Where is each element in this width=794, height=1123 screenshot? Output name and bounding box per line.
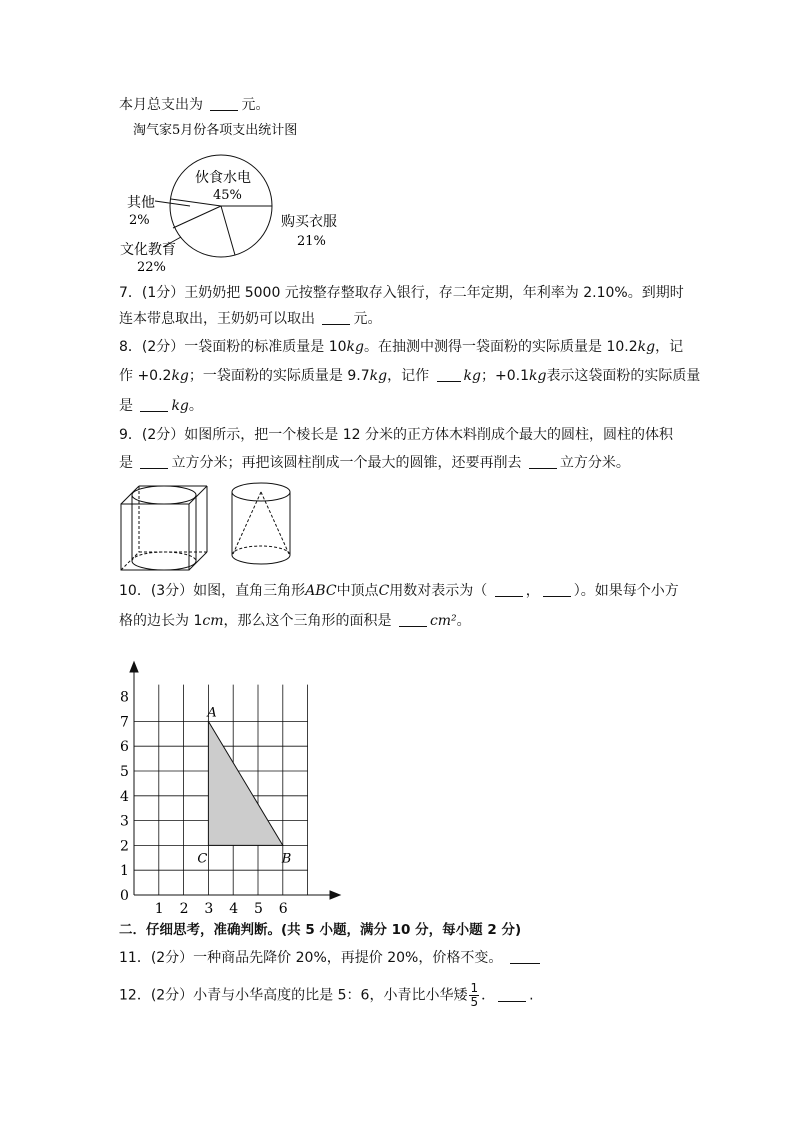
x-tick-label: 2: [179, 901, 189, 915]
q12-end: .: [529, 987, 534, 1004]
q10-line2: [119, 611, 471, 631]
q8-text-4: 作 +0.2: [119, 368, 172, 384]
x-axis-arrow: [330, 891, 340, 899]
q10-text-5: 格的边长为 1: [119, 613, 203, 629]
kg-unit: kg: [528, 368, 547, 384]
answer-blank[interactable]: [399, 612, 427, 627]
point-label-a: A: [207, 705, 217, 721]
x-tick-label: 1: [154, 901, 164, 915]
q12-text: 12．(2分）小青与小华高度的比是 5：6，小青比小华矮: [119, 987, 468, 1004]
kg-unit: kg: [463, 368, 481, 384]
q9-text-1: 是: [119, 455, 133, 471]
fraction: [469, 982, 479, 1009]
y-tick-label: 1: [120, 863, 129, 880]
y-tick-label: 3: [120, 813, 129, 830]
y-tick-label: 8: [120, 689, 129, 706]
cylinder-cone-figure: [228, 481, 296, 567]
q12-line: [119, 982, 534, 1009]
q8-text-9: 是: [119, 398, 133, 414]
answer-blank[interactable]: [510, 949, 540, 964]
coordinate-grid-figure: [110, 660, 350, 915]
q9-line2: [119, 453, 630, 473]
pie-pct-education: 22%: [137, 260, 166, 275]
q8-text-1: 8．(2分）一袋面粉的标准质量是 10: [119, 339, 347, 355]
q11-text: 11．(2分）一种商品先降价 20%，再提价 20%，价格不变。: [119, 950, 503, 966]
leader-line-other: [155, 201, 190, 206]
pie-title: 淘气家5月份各项支出统计图: [133, 123, 298, 138]
triangle-name: ABC: [305, 583, 337, 599]
q9-text-2: 立方分米；再把该圆柱削成一个最大的圆锥，还要再削去: [171, 455, 522, 471]
x-tick-labels: [155, 901, 288, 915]
x-tick-label: 6: [278, 901, 288, 915]
pie-label-education: 文化教育: [120, 242, 176, 258]
pie-pct-other: 2%: [129, 213, 150, 228]
y-axis-arrow: [130, 662, 138, 672]
y-tick-label: 4: [120, 788, 129, 805]
fraction-denominator: 5: [470, 995, 479, 1009]
q8-text-3: ，记: [655, 339, 684, 355]
q8-text-5: ；一袋面粉的实际质量是 9.7: [188, 368, 370, 384]
q10-text-7: 。: [456, 613, 471, 629]
q7-unit: 元。: [353, 311, 382, 327]
q8-text-2: 。在抽测中测得一袋面粉的实际质量是 10.2: [364, 339, 638, 355]
vertex-c: C: [378, 583, 390, 599]
q10-text-1: 10．(3分）如图，直角三角形: [119, 583, 306, 599]
point-label-c: C: [197, 851, 208, 867]
q6-unit: 元。: [241, 97, 270, 113]
pie-chart-figure: [115, 115, 355, 280]
pie-pct-food: 45%: [213, 188, 242, 203]
q8-text-8: 表示这袋面粉的实际质量: [546, 368, 701, 384]
answer-blank[interactable]: [529, 454, 557, 469]
pie-label-clothes: 购买衣服: [281, 214, 337, 230]
x-tick-label: 4: [229, 901, 239, 915]
q8-text-7: ；+0.1: [480, 368, 529, 384]
q8-line3: [119, 396, 203, 416]
y-tick-label: 7: [120, 714, 129, 731]
x-tick-label: 3: [204, 901, 214, 915]
q8-text-6: ，记作: [387, 368, 430, 384]
q9-text-3: 立方分米。: [559, 455, 630, 471]
q9-line1: 9．(2分）如图所示，把一个棱长是 12 分米的正方体木料削成个最大的圆柱，圆柱的体积: [119, 427, 673, 443]
q10-text-4: ）。如果每个小方: [573, 583, 679, 599]
q11-line: [119, 948, 543, 968]
fraction-numerator: 1: [470, 981, 479, 995]
q10-line1: [119, 581, 679, 601]
pie-pct-clothes: 21%: [297, 234, 326, 249]
kg-unit: kg: [369, 368, 388, 384]
answer-blank[interactable]: [437, 367, 461, 382]
q6-text: 本月总支出为: [119, 97, 203, 113]
y-tick-label: 5: [120, 764, 129, 780]
cm2-unit: cm²: [429, 613, 457, 629]
q12-tail: ．: [481, 987, 496, 1004]
y-tick-label: 2: [120, 838, 129, 855]
answer-blank[interactable]: [543, 582, 571, 597]
cm-unit: cm: [202, 613, 224, 629]
answer-blank[interactable]: [210, 96, 238, 111]
kg-unit: kg: [171, 398, 189, 414]
q10-comma: ，: [525, 583, 540, 599]
y-tick-labels: [120, 690, 129, 904]
y-tick-label: 6: [120, 739, 129, 756]
section2-title: 二．仔细思考，准确判断。(共 5 小题，满分 10 分，每小题 2 分): [119, 922, 522, 938]
pie-label-food: 伙食水电: [195, 170, 251, 186]
q6-tail-line: [119, 95, 269, 115]
q10-text-2: 中顶点: [336, 583, 379, 599]
answer-blank[interactable]: [322, 310, 350, 325]
y-tick-label: 0: [120, 888, 129, 904]
triangle-abc: [208, 721, 282, 845]
answer-blank[interactable]: [140, 454, 168, 469]
q10-text-3: 用数对表示为（: [389, 583, 488, 599]
answer-blank[interactable]: [498, 987, 526, 1002]
q7-line1: 7．(1分）王奶奶把 5000 元按整存整取存入银行，存二年定期，年利率为 2.10%。到期时: [119, 285, 684, 301]
answer-blank[interactable]: [495, 582, 523, 597]
cube-cylinder-figure: [117, 483, 217, 573]
q8-line2: [119, 366, 700, 386]
q7-text: 连本带息取出，王奶奶可以取出: [119, 311, 315, 327]
q8-text-10: 。: [188, 398, 203, 414]
pie-slice-lines: [171, 199, 272, 255]
pie-label-other: 其他: [127, 195, 155, 211]
q7-line2: [119, 309, 381, 329]
kg-unit: kg: [346, 339, 364, 355]
answer-blank[interactable]: [140, 397, 168, 412]
x-tick-label: 5: [254, 901, 263, 915]
q10-text-6: ，那么这个三角形的面积是: [223, 613, 392, 629]
q8-line1: [119, 337, 683, 357]
point-label-b: B: [281, 851, 292, 867]
kg-unit: kg: [637, 339, 656, 355]
kg-unit: kg: [171, 368, 189, 384]
